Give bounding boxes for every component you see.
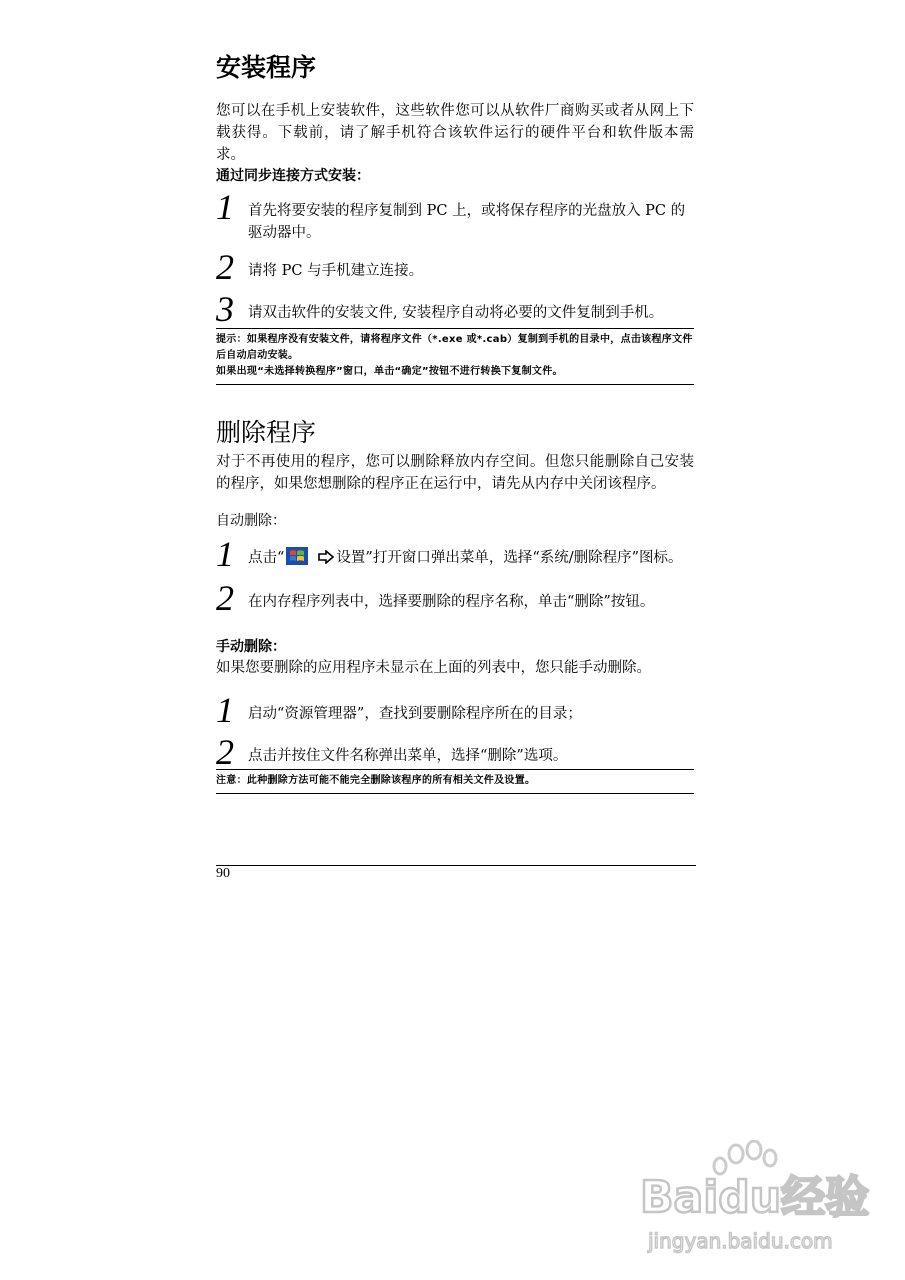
watermark-url: jingyan.baidu.com [648,1229,833,1253]
install-tip-line-1: 提示：如果程序没有安装文件，请将程序文件（*.exe 或*.cab）复制到手机的目录中，点击该程序文件后自动启动安装。 [216,334,693,361]
step-text-post: 设置”打开窗口弹出菜单，选择“系统/删除程序”图标。 [336,550,683,566]
step-number: 1 [216,534,234,574]
auto-step-1 [216,534,694,574]
step-number: 1 [216,690,234,730]
step-text: 点击并按住文件名称弹出菜单，选择“删除”选项。 [248,748,568,764]
step-text: 启动“资源管理器”，查找到要删除程序所在的目录； [248,706,582,722]
install-step-3 [216,289,694,329]
install-tip-line-2: 如果出现“未选择转换程序”窗口，单击“确定”按钮不进行转换下复制文件。 [216,366,563,377]
manual-step-1 [216,690,694,730]
windows-start-icon [286,547,308,565]
remove-note-text: 注意：此种删除方法可能不能完全删除该程序的所有相关文件及设置。 [216,775,536,786]
auto-step-2 [216,578,694,618]
remove-intro: 对于不再使用的程序，您可以删除释放内存空间。但您只能删除自己安装的程序，如果您想删除的程序正在运行中，请先从内存中关闭该程序。 [216,454,694,492]
step-text: 请双击软件的安装文件, 安装程序自动将必要的文件复制到手机。 [248,305,664,321]
install-intro: 您可以在手机上安装软件，这些软件您可以从软件厂商购买或者从网上下载获得。下载前，请了解手机符合该软件运行的硬件平台和软件版本需求。 [216,103,694,163]
arrow-right-icon [318,550,334,564]
step-text [248,547,694,569]
watermark-brand: Baidu经验 [640,1172,870,1223]
manual-step-2 [216,732,694,772]
step-number: 2 [216,732,234,772]
step-text-pre: 点击“ [248,550,285,566]
step-number: 1 [216,187,234,227]
install-subheading: 通过同步连接方式安装： [216,168,370,184]
footer-divider [216,865,696,866]
step-number: 2 [216,247,234,287]
step-number: 2 [216,578,234,618]
step-text: 首先将要安装的程序复制到 PC 上，或将保存程序的光盘放入 PC 的驱动器中。 [248,203,686,241]
install-step-1 [216,187,694,244]
page-number: 90 [216,866,230,881]
manual-remove-intro: 如果您要删除的应用程序未显示在上面的列表中，您只能手动删除。 [216,660,651,676]
remove-note-box [216,769,694,794]
install-tip-box [216,328,694,385]
auto-remove-heading: 自动删除： [216,513,286,529]
baidu-jingyan-watermark [640,1140,870,1260]
remove-title: 删除程序 [216,418,317,447]
step-text: 在内存程序列表中，选择要删除的程序名称，单击“删除”按钮。 [248,594,655,610]
manual-remove-heading: 手动删除： [216,639,286,655]
install-title: 安装程序 [216,53,317,82]
install-step-2 [216,247,694,287]
page-content [216,50,694,794]
step-text: 请将 PC 与手机建立连接。 [248,263,424,279]
step-number: 3 [216,289,234,329]
